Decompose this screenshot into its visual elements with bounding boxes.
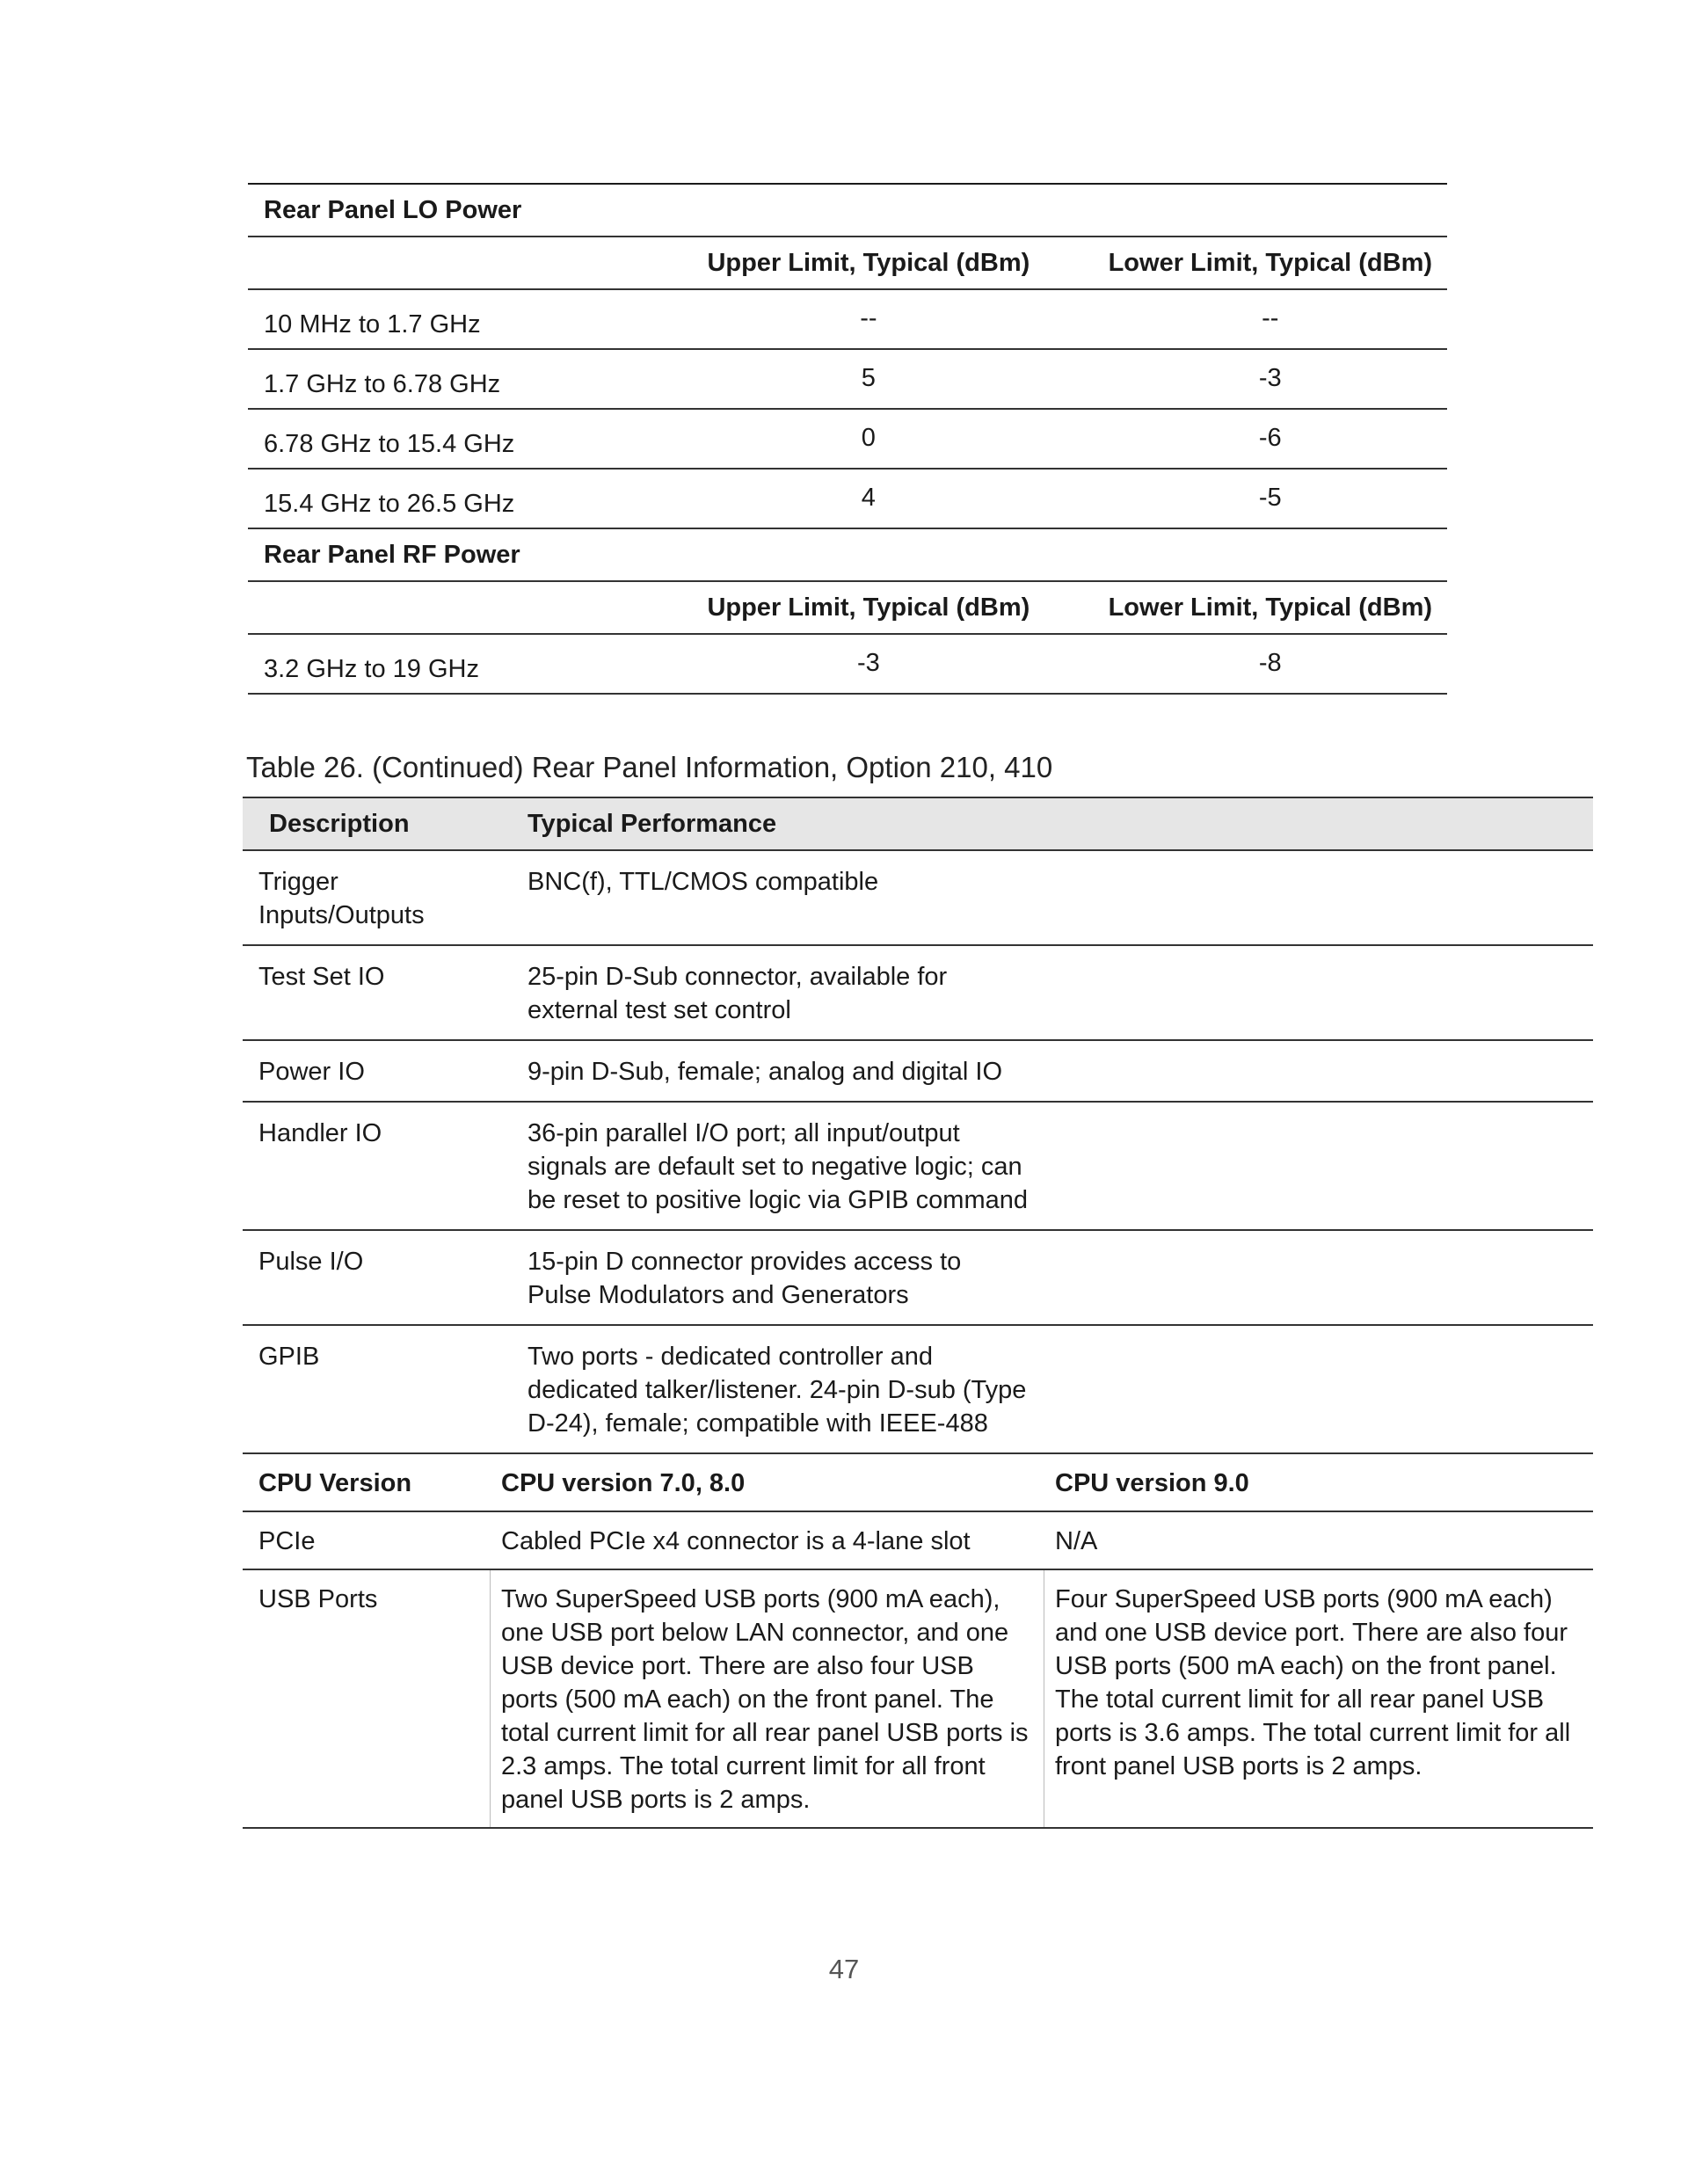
lower-limit-value: -8 xyxy=(1258,649,1282,677)
section-title: Rear Panel LO Power xyxy=(264,195,522,224)
table-row xyxy=(243,1512,1593,1570)
lower-limit-value: -5 xyxy=(1258,484,1282,512)
cpu-version-7-8-header: CPU version 7.0, 8.0 xyxy=(501,1469,746,1497)
rear-panel-info-table xyxy=(243,797,1593,1829)
table-row xyxy=(243,1231,1593,1326)
frequency-range: 6.78 GHz to 15.4 GHz xyxy=(264,430,515,458)
cpu-9-value: N/A xyxy=(1055,1527,1098,1555)
table-caption: Table 26. (Continued) Rear Panel Information, Option 210, 410 xyxy=(246,751,1053,783)
row-description: Test Set IO xyxy=(258,963,385,991)
cpu-9-value: Four SuperSpeed USB ports (900 mA each) and one USB device port. There are also four USB ports (500 mA each) on the front panel. The total current limit for all rear panel USB ports is 3.6 amps. The total current limit for all front panel USB ports is 2 amps. xyxy=(1055,1585,1571,1780)
table-row xyxy=(243,946,1593,1041)
upper-limit-value: 5 xyxy=(861,364,876,392)
table-row xyxy=(248,470,1447,529)
upper-limit-header: Upper Limit, Typical (dBm) xyxy=(707,248,1030,277)
lower-limit-value: -6 xyxy=(1258,424,1282,452)
row-performance: 9-pin D-Sub, female; analog and digital IO xyxy=(528,1058,1003,1086)
cpu-version-header-row xyxy=(243,1454,1593,1512)
table-row xyxy=(243,1103,1593,1231)
row-description: Handler IO xyxy=(258,1119,382,1147)
upper-limit-value: -3 xyxy=(856,649,880,677)
table-row xyxy=(243,1570,1593,1829)
row-performance: 25-pin D-Sub connector, available for external test set control xyxy=(528,963,948,1024)
cpu-version-9-header: CPU version 9.0 xyxy=(1055,1469,1249,1497)
lower-limit-header: Lower Limit, Typical (dBm) xyxy=(1108,593,1433,622)
frequency-range: 10 MHz to 1.7 GHz xyxy=(264,310,481,339)
row-description: Trigger Inputs/Outputs xyxy=(258,868,425,929)
lower-limit-value: -3 xyxy=(1258,364,1282,392)
table-row xyxy=(248,410,1447,470)
header-row-rf-power xyxy=(248,582,1447,635)
row-performance: 15-pin D connector provides access to Pulse Modulators and Generators xyxy=(528,1248,962,1309)
table-row xyxy=(248,635,1447,695)
lower-limit-value: -- xyxy=(1262,304,1279,332)
row-performance: BNC(f), TTL/CMOS compatible xyxy=(528,868,879,896)
table-row xyxy=(243,1326,1593,1454)
row-description: GPIB xyxy=(258,1343,320,1371)
table-row xyxy=(248,290,1447,350)
cpu-7-8-value: Cabled PCIe x4 connector is a 4-lane slot xyxy=(501,1527,971,1555)
section-row-lo-power xyxy=(248,185,1447,237)
row-performance: Two ports - dedicated controller and dedicated talker/listener. 24-pin D-sub (Type D-24), female; compatible with IEEE-488 xyxy=(528,1343,1027,1438)
frequency-range: 3.2 GHz to 19 GHz xyxy=(264,655,479,683)
section-title: Rear Panel RF Power xyxy=(264,540,520,569)
page-number: 47 xyxy=(828,1954,860,1984)
header-row-lo-power xyxy=(248,237,1447,290)
row-description: USB Ports xyxy=(243,1570,491,1827)
table-row xyxy=(243,851,1593,946)
cpu-version-label: CPU Version xyxy=(258,1469,412,1497)
typical-performance-header: Typical Performance xyxy=(528,809,777,838)
cpu-7-8-value: Two SuperSpeed USB ports (900 mA each), one USB port below LAN connector, and one USB device port. There are also four USB ports (500 mA each) on the front panel. The total current limit for all rear panel USB ports is 2.3 amps. The total current limit for all front panel USB ports is 2 amps. xyxy=(491,1570,1044,1827)
table-row xyxy=(248,350,1447,410)
row-description: Pulse I/O xyxy=(258,1248,364,1276)
row-performance: 36-pin parallel I/O port; all input/output signals are default set to negative logic; can be reset to positive logic via GPIB command xyxy=(528,1119,1028,1214)
table-row xyxy=(243,1041,1593,1103)
rear-panel-power-table xyxy=(248,183,1447,695)
table-header-row xyxy=(243,797,1593,851)
row-description: PCIe xyxy=(258,1527,316,1555)
upper-limit-value: 0 xyxy=(861,424,876,452)
upper-limit-header: Upper Limit, Typical (dBm) xyxy=(707,593,1030,622)
frequency-range: 1.7 GHz to 6.78 GHz xyxy=(264,370,501,398)
upper-limit-value: -- xyxy=(860,304,877,332)
frequency-range: 15.4 GHz to 26.5 GHz xyxy=(264,490,515,518)
row-description: Power IO xyxy=(258,1058,365,1086)
lower-limit-header: Lower Limit, Typical (dBm) xyxy=(1108,248,1433,277)
description-header: Description xyxy=(269,809,410,838)
upper-limit-value: 4 xyxy=(861,484,876,512)
section-row-rf-power xyxy=(248,529,1447,582)
